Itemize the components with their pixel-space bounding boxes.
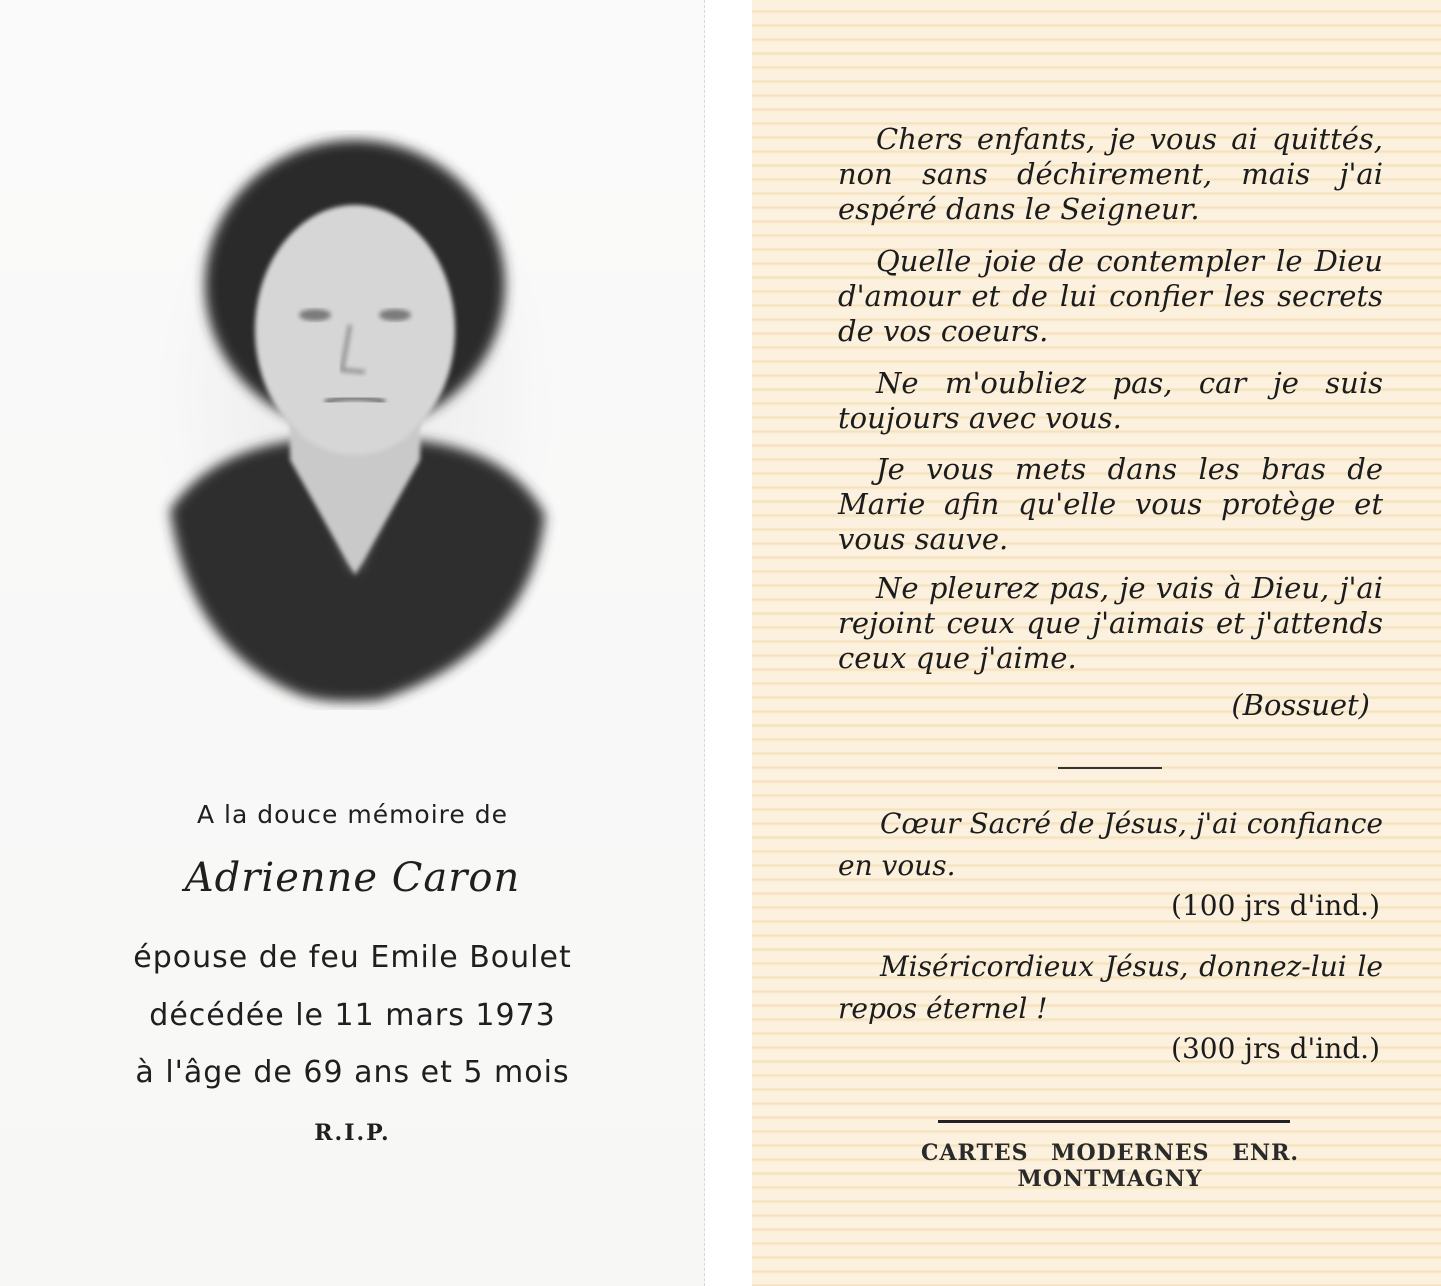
separator-short <box>1058 767 1162 769</box>
portrait-photo <box>150 130 560 710</box>
rip-text: R.I.P. <box>314 1120 391 1146</box>
indulgence-note: (300 jrs d'ind.) <box>1171 1032 1380 1065</box>
poem-paragraph: Ne m'oubliez pas, car je suis toujours avec vous. <box>838 366 1383 435</box>
printer-location: MONTMAGNY <box>1017 1166 1203 1192</box>
deceased-name: Adrienne Caron <box>184 855 521 901</box>
poem-paragraph: Je vous mets dans les bras de Marie afin qu'elle vous protège et vous sauve. <box>838 452 1383 556</box>
prayer-text: Miséricordieux Jésus, donnez-lui le repos éternel ! <box>838 950 1383 1025</box>
poem-paragraph: Ne pleurez pas, je vais à Dieu, j'ai rejoint ceux que j'aimais et j'attends ceux que j'aime. <box>838 571 1383 675</box>
poem-paragraph: Quelle joie de contempler le Dieu d'amour et de lui confier les secrets de vos coeurs. <box>838 244 1383 348</box>
age-line: à l'âge de 69 ans et 5 mois <box>135 1055 570 1090</box>
prayer-text: Cœur Sacré de Jésus, j'ai confiance en vous. <box>838 807 1383 882</box>
printer-name: CARTES MODERNES ENR. <box>920 1140 1300 1166</box>
poem-attribution: (Bossuet) <box>1231 688 1370 722</box>
indulgence-note: (100 jrs d'ind.) <box>1171 889 1380 922</box>
poem-paragraph: Chers enfants, je vous ai quittés, non sans déchirement, mais j'ai espéré dans le Seigneur. <box>838 122 1383 226</box>
memorial-intro: A la douce mémoire de <box>197 800 508 829</box>
spouse-line: épouse de feu Emile Boulet <box>133 940 572 975</box>
memorial-card-front <box>0 0 705 1286</box>
death-date-line: décédée le 11 mars 1973 <box>149 998 556 1033</box>
separator-long <box>938 1120 1290 1123</box>
